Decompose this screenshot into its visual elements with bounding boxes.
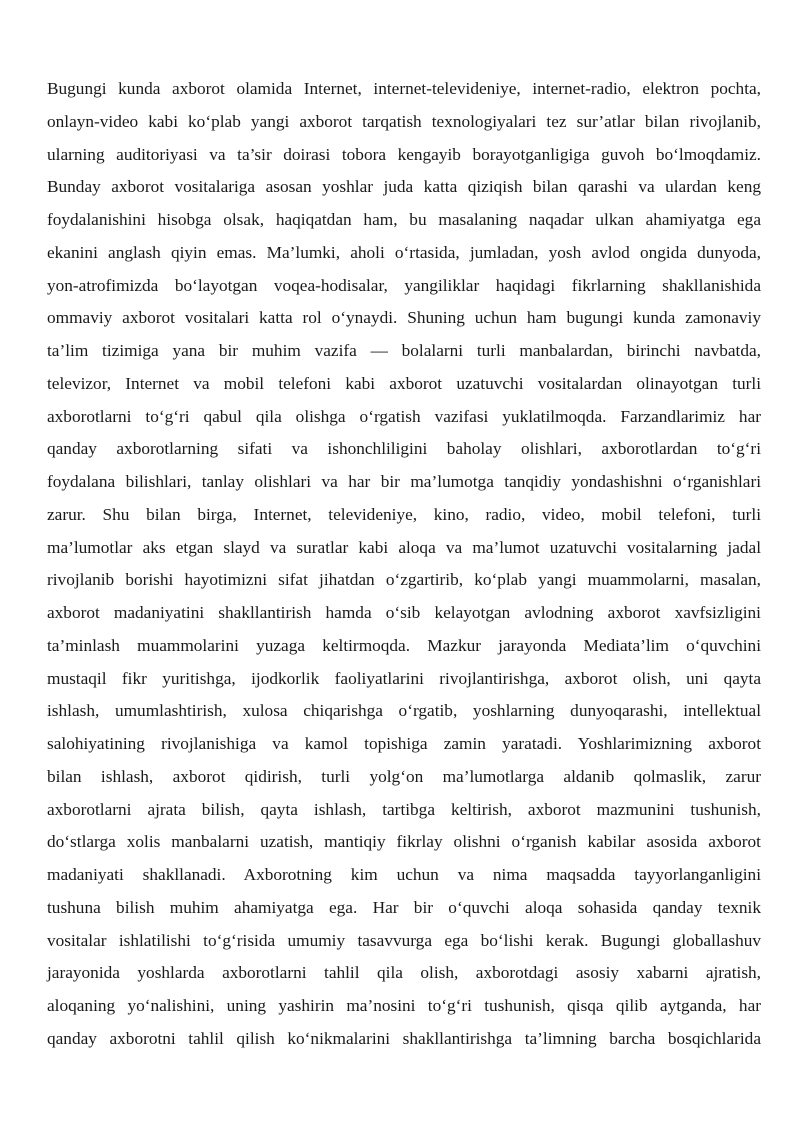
text-line: ommaviy axborot vositalari katta rol o‘ynaydi. Shuning uchun ham bugungi kunda zamonaviy	[47, 308, 761, 328]
text-line: axborotlarni ajrata bilish, qayta ishlash, tartibga keltirish, axborot mazmunini tushunish,	[47, 799, 761, 819]
text-line: qanday axborotni tahlil qilish ko‘nikmalarini shakllantirishga ta’limning barcha bosqichlarida	[47, 1028, 761, 1048]
text-line: zarur. Shu bilan birga, Internet, televideniye, kino, radio, video, mobil telefoni, turli	[47, 504, 761, 524]
text-line: ekanini anglash qiyin emas. Ma’lumki, aholi o‘rtasida, jumladan, yosh avlod ongida dunyoda,	[47, 242, 761, 262]
text-line: ma’lumotlar aks etgan slayd va suratlar kabi aloqa va ma’lumot uzatuvchi vositalarning jadal	[47, 537, 761, 557]
text-line: madaniyati shakllanadi. Axborotning kim uchun va nima maqsadda tayyorlanganligini	[47, 865, 761, 884]
text-line: ishlash, umumlashtirish, xulosa chiqarishga o‘rgatib, yoshlarning dunyoqarashi, intellektual	[47, 701, 761, 721]
text-line: mustaqil fikr yuritishga, ijodkorlik faoliyatlarini rivojlantirishga, axborot olish, uni qayta	[47, 668, 761, 688]
text-line: foydalanishini hisobga olsak, haqiqatdan ham, bu masalaning naqadar ulkan ahamiyatga ega	[47, 210, 761, 229]
text-line: bilan ishlash, axborot qidirish, turli yolg‘on ma’lumotlarga aldanib qolmaslik, zarur	[47, 766, 761, 786]
text-line: Bugungi kunda axborot olamida Internet, internet-televideniye, internet-radio, elektron pochta,	[47, 79, 761, 98]
text-line: tushuna bilish muhim ahamiyatga ega. Har bir o‘quvchi aloqa sohasida qanday texnik	[47, 897, 761, 917]
text-line: do‘stlarga xolis manbalarni uzatish, mantiqiy fikrlay olishni o‘rganish kabilar asosida axborot	[47, 832, 761, 852]
text-line: vositalar ishlatilishi to‘g‘risida umumiy tasavvurga ega bo‘lishi kerak. Bugungi globallashuv	[47, 930, 761, 950]
text-line: ularning auditoriyasi va ta’sir doirasi tobora kengayib borayotganligiga guvoh bo‘lmoqdamiz.	[47, 144, 761, 164]
text-line: Bunday axborot vositalariga asosan yoshlar juda katta qiziqish bilan qarashi va ulardan keng	[47, 177, 761, 197]
text-line: ta’lim tizimiga yana bir muhim vazifa — bolalarni turli manbalardan, birinchi navbatda,	[47, 341, 761, 360]
text-line: jarayonida yoshlarda axborotlarni tahlil qila olish, axborotdagi asosiy xabarni ajratish,	[47, 963, 761, 983]
text-line: rivojlanib borishi hayotimizni sifat jihatdan o‘zgartirib, ko‘plab yangi muammolarni, masalan,	[47, 570, 761, 590]
text-line: aloqaning yo‘nalishini, uning yashirin ma’nosini to‘g‘ri tushunish, qisqa qilib aytganda, har	[47, 996, 761, 1015]
text-line: foydalana bilishlari, tanlay olishlari va har bir ma’lumotga tanqidiy yondashishni o‘rganishlari	[47, 472, 761, 491]
text-line: onlayn-video kabi ko‘plab yangi axborot tarqatish texnologiyalari tez sur’atlar bilan rivojlanib,	[47, 111, 761, 131]
text-line: ta’minlash muammolarini yuzaga keltirmoqda. Mazkur jarayonda Mediata’lim o‘quvchini	[47, 635, 761, 655]
document-body	[47, 73, 761, 1056]
text-line: yon-atrofimizda bo‘layotgan voqea-hodisalar, yangiliklar haqidagi fikrlarning shakllanishida	[47, 275, 761, 295]
text-line: televizor, Internet va mobil telefoni kabi axborot uzatuvchi vositalardan olinayotgan turli	[47, 373, 761, 393]
text-line: salohiyatining rivojlanishiga va kamol topishiga zamin yaratadi. Yoshlarimizning axborot	[47, 734, 761, 753]
text-line: axborot madaniyatini shakllantirish hamda o‘sib kelayotgan avlodning axborot xavfsizligini	[47, 603, 761, 622]
text-line: qanday axborotlarning sifati va ishonchliligini baholay olishlari, axborotlardan to‘g‘ri	[47, 439, 761, 459]
text-line: axborotlarni to‘g‘ri qabul qila olishga o‘rgatish vazifasi yuklatilmoqda. Farzandlarimiz har	[47, 406, 761, 426]
